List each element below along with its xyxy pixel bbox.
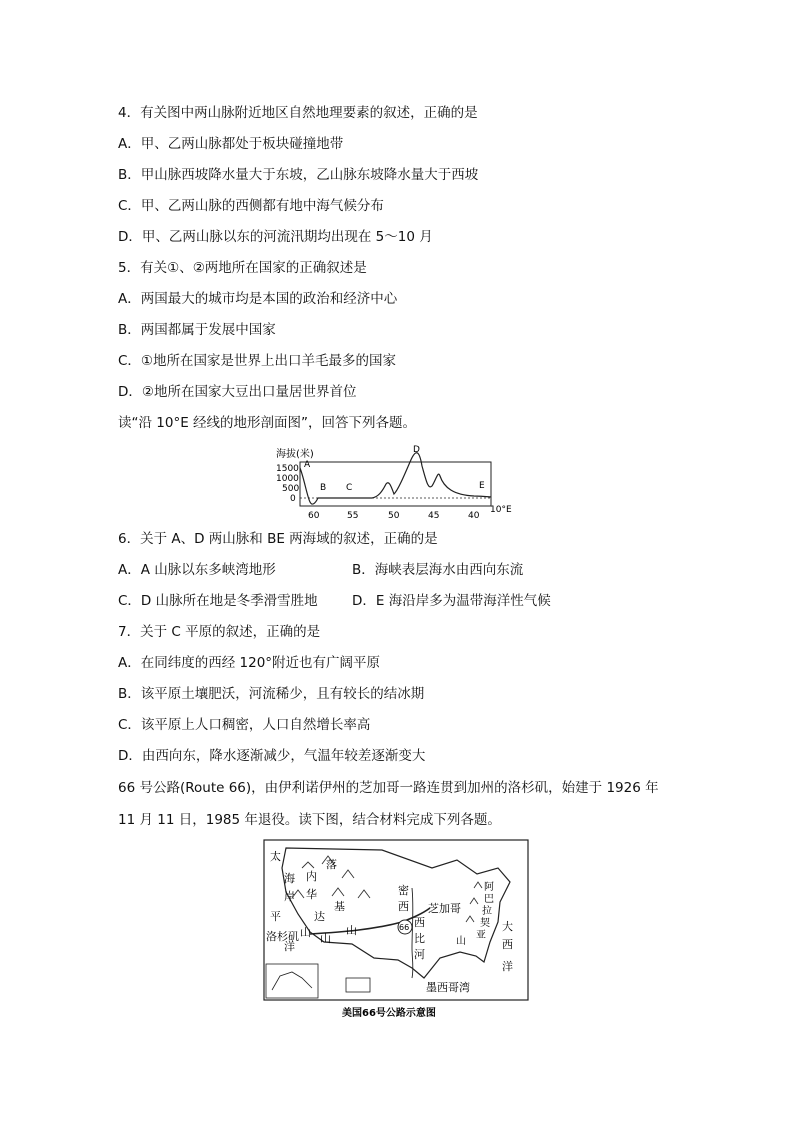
map-label-los-angeles: 洛杉矶 [266,930,299,943]
map-label-appalachian: 亚 [476,930,486,941]
intro-route66-line2: 11 月 11 日，1985 年退役。读下图，结合材料完成下列各题。 [118,812,501,828]
q6-option-b: B．海峡表层海水由西向东流 [352,562,524,578]
map-label-appalachian: 山 [456,936,466,947]
q6-stem: 6．关于 A、D 两山脉和 BE 两海域的叙述，正确的是 [118,531,438,547]
profile-label-c: C [346,483,353,493]
map-label-mississippi: 比 [414,932,425,945]
profile-xtick: 60 [308,511,320,520]
q4-option-a: A．甲、乙两山脉都处于板块碰撞地带 [118,136,344,152]
profile-ytick: 500 [282,484,300,494]
map-label-atlantic: 西 [502,938,513,951]
hawaii-inset [346,978,370,992]
q4-option-b: B．甲山脉西坡降水量大于东坡，乙山脉东坡降水量大于西坡 [118,167,479,183]
map-label-chicago: 芝加哥 [428,902,461,915]
profile-xtick: 45 [428,511,440,520]
map-label-mississippi: 密 [398,884,409,897]
q5-option-d: D．②地所在国家大豆出口量居世界首位 [118,384,357,400]
q7-option-b: B．该平原土壤肥沃，河流稀少，且有较长的结冰期 [118,686,425,702]
profile-ytick: 0 [290,494,296,504]
profile-label-e: E [479,481,485,491]
map-label-nevada: 达 [314,910,325,923]
profile-xtick: 55 [347,511,359,520]
map-label-coast: 海 [284,872,295,885]
map-label-mississippi: 西 [414,916,425,929]
q7-option-c: C．该平原上人口稠密，人口自然增长率高 [118,717,371,733]
route66-map-figure [262,838,530,1022]
map-label-nevada: 华 [306,888,317,901]
map-label-gulf: 墨西哥湾 [426,981,470,994]
intro-route66-line1: 66 号公路(Route 66)，由伊利诺伊州的芝加哥一路连贯到加州的洛杉矶，始建于 1926 年 [118,780,659,796]
map-label-rocky: 基 [334,900,345,913]
q7-option-d: D．由西向东，降水逐渐减少，气温年较差逐渐变大 [118,748,426,764]
map-label-appalachian: 契 [480,918,490,929]
q5-stem: 5．有关①、②两地所在国家的正确叙述是 [118,260,367,276]
profile-xtick: 40 [468,511,480,520]
map-label-pacific: 太 [270,850,281,863]
profile-x-unit: 10°E [490,505,512,515]
map-caption: 美国66号公路示意图 [342,1008,436,1019]
q6-option-a: A．A 山脉以东多峡湾地形 [118,562,276,578]
route66-number: 66 [399,923,410,932]
q4-option-c: C．甲、乙两山脉的西侧都有地中海气候分布 [118,198,384,214]
q4-stem: 4．有关图中两山脉附近地区自然地理要素的叙述，正确的是 [118,105,478,121]
map-label-coast: 岸 [284,890,295,903]
map-label-rocky: 落 [326,858,337,871]
map-label-pacific: 洋 [284,940,295,953]
map-label-appalachian: 拉 [482,906,492,917]
terrain-profile-figure [274,440,520,520]
map-label-nevada: 山 [320,932,331,945]
map-label-atlantic: 大 [502,920,513,933]
q5-option-a: A．两国最大的城市均是本国的政治和经济中心 [118,291,398,307]
map-label-mississippi: 西 [398,900,409,913]
map-label-appalachian: 阿 [484,882,494,893]
q5-option-b: B．两国都属于发展中国家 [118,322,276,338]
q7-option-a: A．在同纬度的西经 120°附近也有广阔平原 [118,655,381,671]
map-label-atlantic: 洋 [502,960,513,973]
alaska-inset [266,964,318,998]
map-label-pacific: 平 [270,910,281,923]
terrain-profile-line [300,453,491,504]
map-label-mississippi: 河 [414,948,425,961]
profile-ytick: 1000 [276,474,299,484]
map-label-appalachian: 巴 [484,894,494,905]
q7-stem: 7．关于 C 平原的叙述，正确的是 [118,624,321,640]
profile-label-b: B [320,483,327,493]
q5-option-c: C．①地所在国家是世界上出口羊毛最多的国家 [118,353,397,369]
intro-profile: 读“沿 10°E 经线的地形剖面图”，回答下列各题。 [118,415,417,431]
profile-ytick: 1500 [276,464,299,474]
q6-option-d: D．E 海沿岸多为温带海洋性气候 [352,593,551,609]
map-label-coast: 山 [300,926,311,939]
profile-xtick: 50 [388,511,400,520]
q4-option-d: D．甲、乙两山脉以东的河流汛期均出现在 5～10 月 [118,229,433,245]
map-label-nevada: 内 [306,870,317,883]
profile-frame [300,462,491,506]
q6-row-2 [118,592,551,610]
map-label-rocky: 山 [346,924,357,937]
profile-label-a: A [304,460,311,470]
q6-option-c: C．D 山脉所在地是冬季滑雪胜地 [118,593,318,609]
q6-row-1 [118,561,524,579]
profile-ylabel: 海拔(米) [276,449,314,460]
profile-label-d: D [413,445,420,455]
